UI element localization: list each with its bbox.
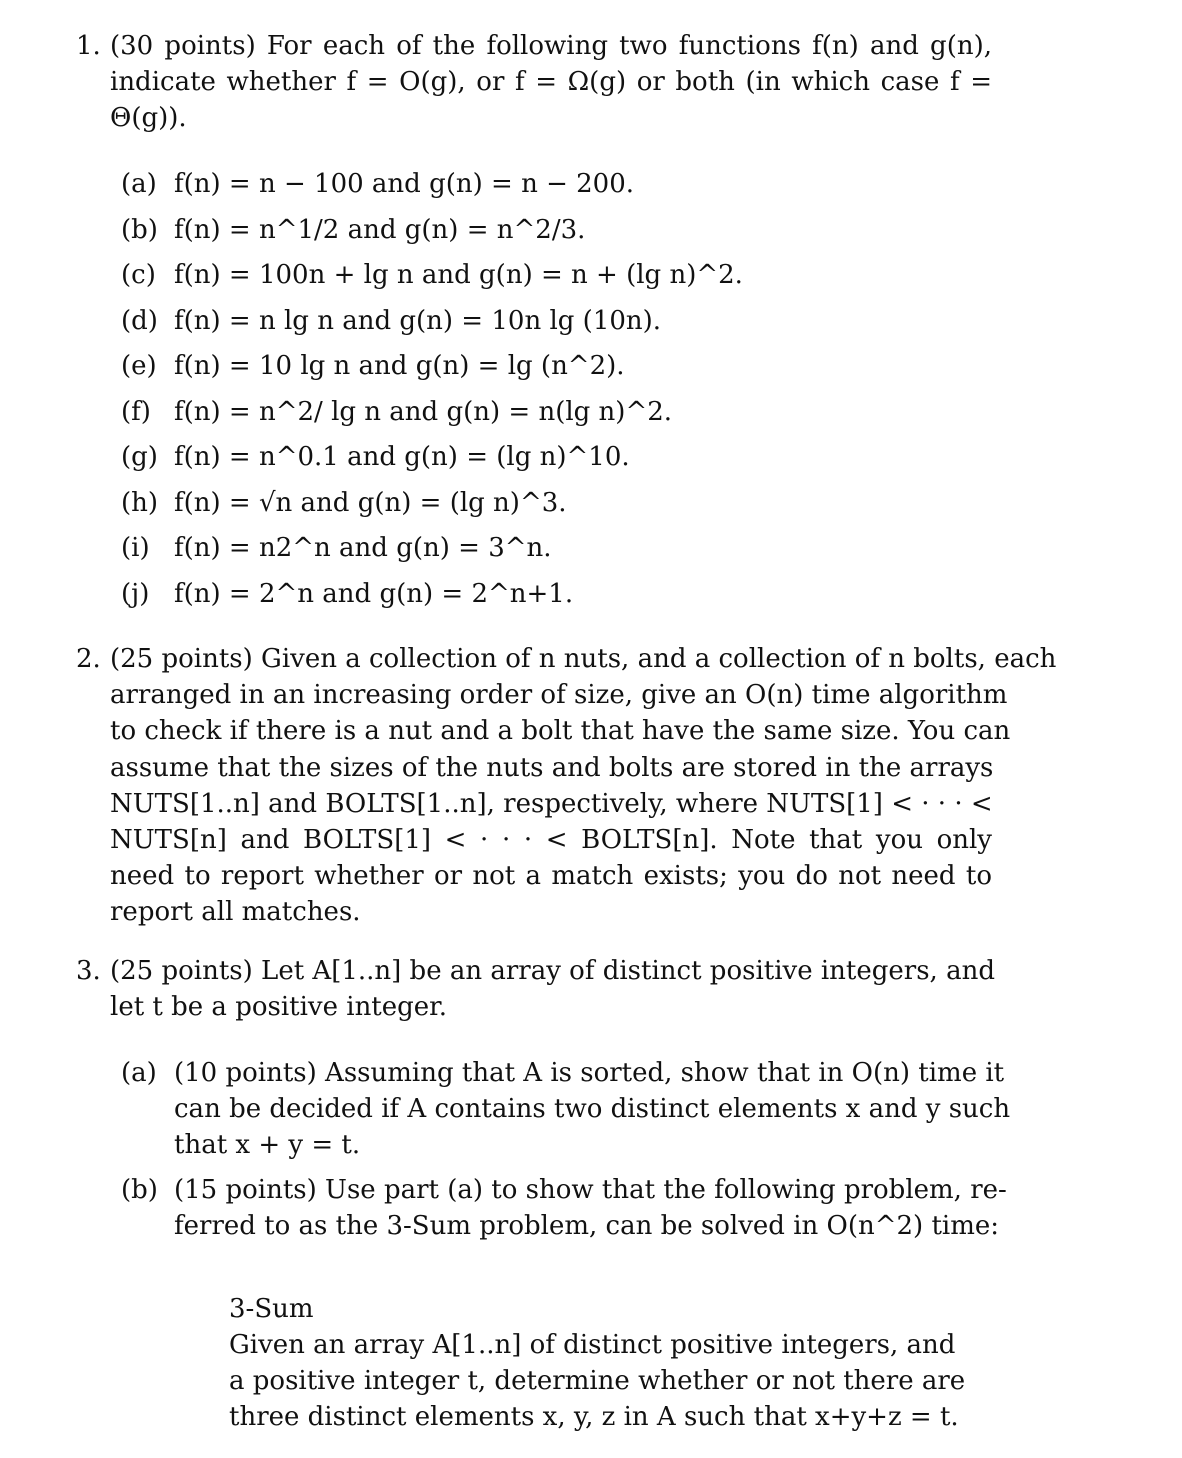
question-1-item-label: (c) <box>121 260 156 290</box>
three-sum-line-2: a positive integer t, determine whether or not there are <box>229 1366 966 1396</box>
question-1-item-label: (b) <box>121 214 158 245</box>
question-3-line-2: let t be a positive integer. <box>110 992 448 1022</box>
question-1-item-text: f(n) = 10 lg n and g(n) = lg (n^2). <box>174 351 625 381</box>
question-2-line: to check if there is a nut and a bolt that have the same size. You can <box>110 716 1011 747</box>
question-1-item-label: (i) <box>121 533 150 563</box>
question-1-item-text: f(n) = n^0.1 and g(n) = (lg n)^10. <box>174 442 630 472</box>
question-3a-line-2: can be decided if A contains two distinct elements x and y such <box>174 1094 1011 1124</box>
question-1-item-text: f(n) = n2^n and g(n) = 3^n. <box>174 533 552 563</box>
question-1-item-label: (e) <box>121 351 157 381</box>
question-3b-line-1: (15 points) Use part (a) to show that the following problem, re- <box>174 1175 1007 1205</box>
three-sum-line-3: three distinct elements x, y, z in A such that x+y+z = t. <box>229 1402 959 1432</box>
question-1-line-1: (30 points) For each of the following two functions f(n) and g(n), <box>110 31 992 61</box>
question-3a-line-3: that x + y = t. <box>174 1130 361 1160</box>
question-2-line: need to report whether or not a match exists; you do not need to <box>110 861 992 892</box>
question-1-item-text: f(n) = n lg n and g(n) = 10n lg (10n). <box>174 305 662 336</box>
question-2-line: NUTS[n] and BOLTS[1] < · · · < BOLTS[n]. Note that you only <box>110 825 992 855</box>
question-1-item-label: (g) <box>121 442 158 472</box>
question-1-item-text: f(n) = √n and g(n) = (lg n)^3. <box>174 487 567 518</box>
question-1-item-text: f(n) = 2^n and g(n) = 2^n+1. <box>174 578 574 609</box>
question-2-line: NUTS[1..n] and BOLTS[1..n], respectively, where NUTS[1] < · · · < <box>110 788 993 819</box>
question-1-item-label: (j) <box>121 578 150 609</box>
question-3-number: 3. <box>76 956 101 986</box>
question-2-line: assume that the sizes of the nuts and bolts are stored in the arrays <box>110 752 994 783</box>
question-3a-label: (a) <box>121 1058 157 1088</box>
three-sum-title: 3-Sum <box>229 1294 314 1324</box>
question-2-line: report all matches. <box>110 897 361 928</box>
question-1-line-3: Θ(g)). <box>110 103 187 133</box>
question-1-item-label: (a) <box>121 169 157 199</box>
question-1-item-text: f(n) = n^1/2 and g(n) = n^2/3. <box>174 214 586 245</box>
question-1-item-label: (f) <box>121 396 151 427</box>
question-3b-label: (b) <box>121 1175 158 1205</box>
question-1-item-label: (h) <box>121 487 159 518</box>
question-1-item-label: (d) <box>121 305 158 336</box>
question-1-line-2: indicate whether f = O(g), or f = Ω(g) or both (in which case f = <box>110 67 992 97</box>
question-1-item-text: f(n) = n^2/ lg n and g(n) = n(lg n)^2. <box>174 396 673 427</box>
question-2-line: (25 points) Given a collection of n nuts, and a collection of n bolts, each <box>110 644 1057 674</box>
question-2-line: arranged in an increasing order of size, give an O(n) time algorithm <box>110 680 1008 711</box>
three-sum-line-1: Given an array A[1..n] of distinct positive integers, and <box>229 1330 956 1360</box>
question-2-number: 2. <box>76 644 101 674</box>
question-1-item-text: f(n) = n − 100 and g(n) = n − 200. <box>174 169 635 199</box>
question-3-line-1: (25 points) Let A[1..n] be an array of distinct positive integers, and <box>110 956 995 986</box>
question-1-item-text: f(n) = 100n + lg n and g(n) = n + (lg n)^2. <box>174 260 743 290</box>
question-3a-line-1: (10 points) Assuming that A is sorted, show that in O(n) time it <box>174 1058 1005 1088</box>
question-3b-line-2: ferred to as the 3-Sum problem, can be solved in O(n^2) time: <box>174 1211 1000 1241</box>
question-1-number: 1. <box>76 31 101 61</box>
